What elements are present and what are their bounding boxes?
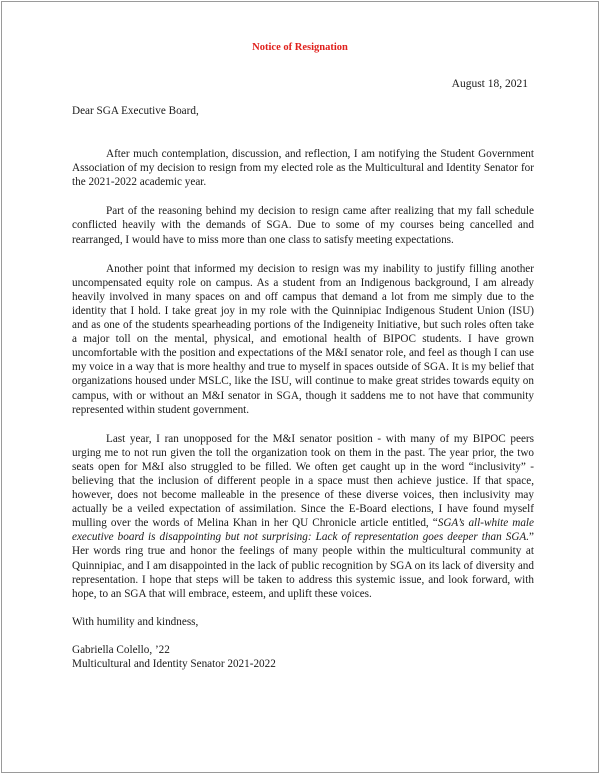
paragraph-1: After much contemplation, discussion, and reflection, I am notifying the Student Government Association of my decision to resign from my elected role as the Multicultural and Identity Senator for the 2021-2022 academic year. xyxy=(72,148,534,189)
letter-body xyxy=(72,104,534,671)
paragraph-2: Part of the reasoning behind my decision to resign came after realizing that my fall schedule conflicted heavily with the demands of SGA. Due to some of my courses being cancelled and rearranged, I would have to miss more than one class to satisfy meeting expectations. xyxy=(72,205,534,246)
signature-name: Gabriella Colello, ’22 xyxy=(72,643,170,656)
closing: With humility and kindness, xyxy=(72,615,199,628)
signature-block xyxy=(72,643,534,671)
letter-date: August 18, 2021 xyxy=(451,78,528,90)
letter-title: Notice of Resignation xyxy=(252,42,348,53)
paragraph-3: Another point that informed my decision to resign was my inability to justify filling another uncompensated equity role on campus. As a student from an Indigenous background, I am already heavily involved in many spaces on and off campus that demand a lot from me simply due to the identity that I hold. I take great joy in my role with the Quinnipiac Indigenous Student Union (ISU) and as one of the students spearheading portions of the Indigeneity Initiative, but such roles often take a major toll on the mental, physical, and emotional health of BIPOC students. I have grown uncomfortable with the position and expectations of the M&I senator role, and feel as though I can use my voice in a way that is more healthy and true to myself in spaces outside of SGA. It is my belief that organizations housed under MSLC, like the ISU, will continue to make great strides towards equity on campus, with or without an M&I senator in SGA, though it saddens me to not have that community represented within student government. xyxy=(72,262,534,416)
paragraph-4 xyxy=(72,432,534,601)
signature-title: Multicultural and Identity Senator 2021-2022 xyxy=(72,658,276,670)
paragraph-4-text-start: Last year, I ran unopposed for the M&I senator position - with many of my BIPOC peers urging me to not run given the toll the organization took on them in the past. The year prior, the two seats open for M&I also struggled to be filled. We often get caught up in the word “inclusivity” - believing that the inclusion of different people in a space must then achieve justice. If that space, however, does not become malleable in the presence of these diverse voices, then inclusivity may actually be a veiled expectation of assimilation. Since the E-Board elections, I have found myself mulling over the words of Melina Khan in her QU Chronicle article entitled, “ xyxy=(72,432,534,530)
letter-page xyxy=(1,1,599,773)
article-title: SGA’s all-white male executive board is disappointing but not surprising: Lack of representation goes deeper than SGA. xyxy=(72,517,535,544)
salutation: Dear SGA Executive Board, xyxy=(72,105,199,117)
paragraph-4-text-end: ” Her words ring true and honor the feelings of many people within the multicultural community at Quinnipiac, and I am disappointed in the lack of public recognition by SGA on its lack of diversity and representation. I hope that steps will be taken to address this systemic issue, and look forward, with hope, to an SGA that will embrace, esteem, and uplift these voices. xyxy=(72,531,534,600)
